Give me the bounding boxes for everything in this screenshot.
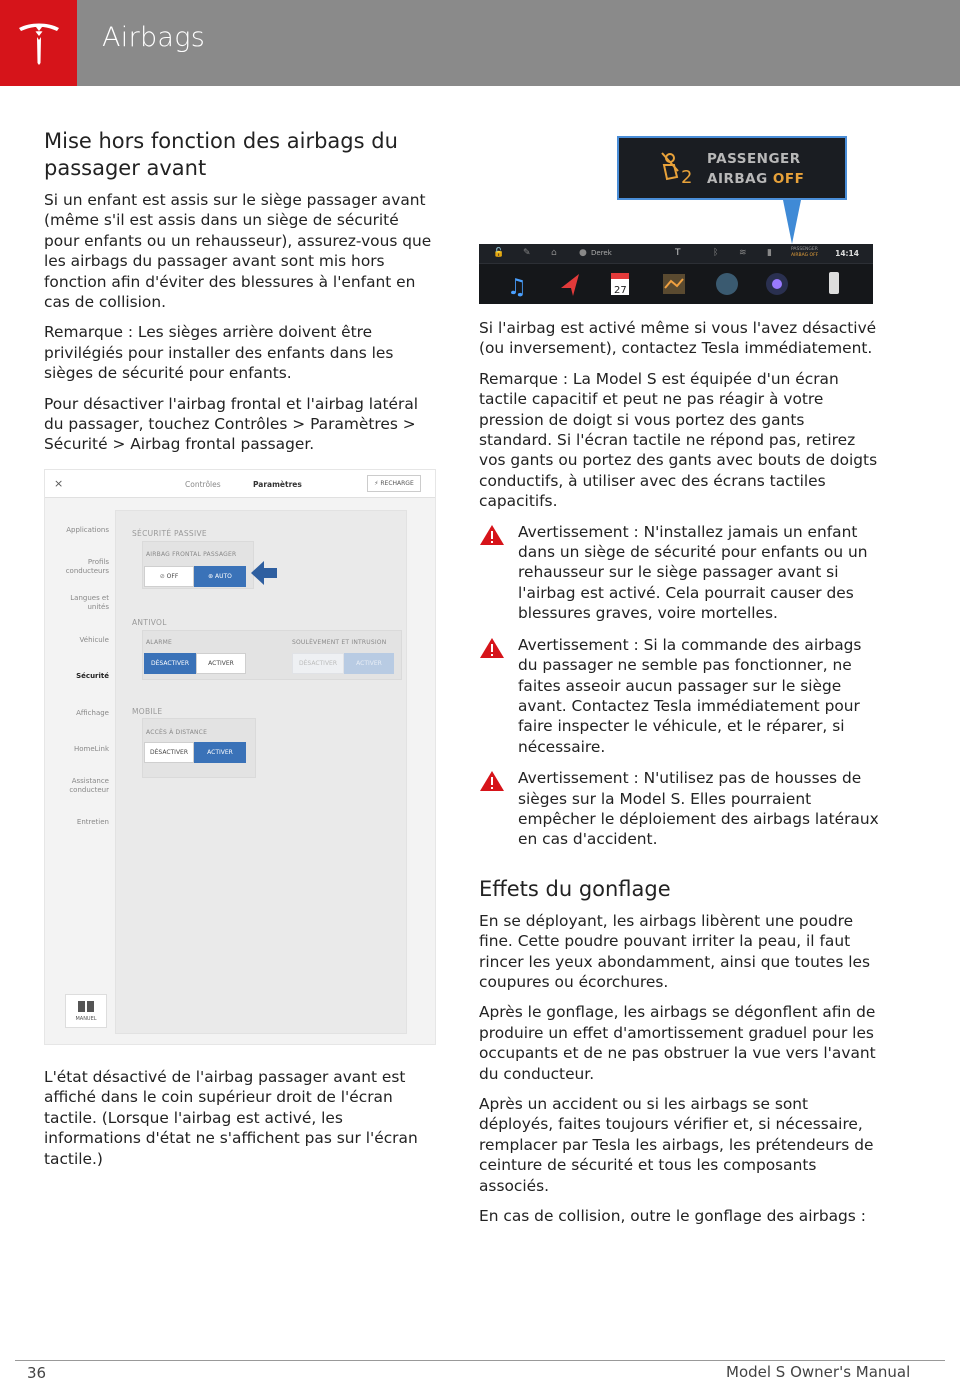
airbag-setting-label: AIRBAG FRONTAL PASSAGER bbox=[146, 550, 237, 558]
off-label: OFF bbox=[772, 171, 805, 187]
section-passive-safety: SÉCURITÉ PASSIVE bbox=[132, 528, 207, 538]
sidebar-item-profiles: Profils conducteurs bbox=[65, 557, 109, 575]
warning-2 bbox=[479, 635, 879, 757]
warning-icon bbox=[479, 524, 505, 546]
airbag-off-icon: ⊘ bbox=[159, 572, 167, 580]
logo-box bbox=[0, 0, 77, 86]
warning-3 bbox=[479, 768, 879, 850]
remote-enable-button: ACTIVER bbox=[194, 742, 246, 763]
section-heading-inflation-effects: Effets du gonflage bbox=[479, 876, 671, 901]
paragraph: En se déployant, les airbags libèrent une poudre fine. Cette poudre pouvant irriter la peau, il faut rincer les yeux abondamment, ainsi que toutes les coupures ou écorchures. bbox=[479, 911, 871, 991]
sidebar-item-languages: Langues et unités bbox=[70, 593, 109, 611]
user-name: Derek bbox=[591, 249, 612, 257]
passenger-airbag-off-callout bbox=[617, 136, 847, 200]
remote-disable-button: DÉSACTIVER bbox=[144, 742, 194, 763]
airbag-auto-button: ⊛ AUTO bbox=[194, 566, 246, 587]
recharge-button: ⚡ RECHARGE bbox=[367, 475, 421, 492]
section-mobile: MOBILE bbox=[132, 706, 163, 716]
sidebar-item-driver-assist: Assistance conducteur bbox=[69, 776, 109, 794]
alarm-enable-button: ACTIVER bbox=[196, 653, 246, 674]
sidebar-item-vehicle: Véhicule bbox=[79, 635, 109, 644]
paragraph: L'état désactivé de l'airbag passager avant est affiché dans le coin supérieur droit de l'écran tactile. (Lorsque l'airbag est activé, les informations d'état ne s'affichent pas sur l'écran tactile.) bbox=[44, 1067, 418, 1168]
svg-text:♫: ♫ bbox=[507, 275, 527, 300]
paragraph: Pour désactiver l'airbag frontal et l'airbag latéral du passager, touchez Contrôles > Paramètres > Sécurité > Airbag frontal passager. bbox=[44, 394, 419, 454]
clock: 14:14 bbox=[835, 249, 859, 258]
blue-arrow-pointer-icon bbox=[249, 559, 279, 587]
airbag-auto-icon: ⊛ bbox=[208, 572, 216, 580]
page-header bbox=[0, 0, 960, 86]
footer-manual-title: Model S Owner's Manual bbox=[726, 1363, 911, 1381]
settings-screenshot bbox=[44, 469, 436, 1045]
paragraph: En cas de collision, outre le gonflage des airbags : bbox=[479, 1207, 866, 1226]
touchscreen-bar bbox=[479, 244, 873, 304]
warning-1 bbox=[479, 522, 879, 624]
settings-sidebar bbox=[45, 498, 115, 1044]
mini-airbag-status: PASSENGER AIRBAG OFF bbox=[791, 247, 819, 258]
warning-text: Avertissement : N'utilisez pas de housses de sièges sur la Model S. Elles pourraient empêcher le déploiement des airbags latéraux en cas d'accident. bbox=[518, 769, 879, 849]
airbag-label: AIRBAG bbox=[707, 171, 768, 187]
warning-text: Avertissement : Si la commande des airbags du passager ne semble pas fonctionner, ne faites asseoir aucun passager sur le siège avant. Contactez Tesla immédiatement pour faire inspecter le véhicule, et le réparer, si nécessaire. bbox=[518, 635, 862, 756]
manual-label: MANUEL bbox=[75, 1015, 97, 1022]
airbag-off-indicator-icon bbox=[659, 149, 699, 189]
tesla-logo-icon bbox=[16, 19, 62, 67]
lights-icon: ✎ bbox=[523, 248, 531, 258]
settings-topbar bbox=[45, 470, 435, 498]
warning-icon bbox=[479, 637, 505, 659]
sidebar-item-homelink: HomeLink bbox=[73, 744, 109, 753]
svg-text:2: 2 bbox=[681, 167, 693, 188]
section-heading-disable-airbag: Mise hors fonction des airbags du passager avant bbox=[44, 129, 398, 180]
page-number: 36 bbox=[27, 1364, 47, 1382]
airbag-off-button: ⊘ OFF bbox=[144, 566, 194, 587]
right-column bbox=[479, 318, 879, 1236]
sidebar-item-display: Affichage bbox=[76, 708, 109, 717]
tilt-intrusion-label: SOULÈVEMENT ET INTRUSION bbox=[292, 638, 387, 646]
section-antitheft: ANTIVOL bbox=[132, 617, 167, 627]
tesla-icon: T bbox=[675, 248, 681, 258]
page-title: Airbags bbox=[102, 22, 206, 53]
tab-settings: Paramètres bbox=[253, 479, 302, 489]
app-dock bbox=[479, 264, 873, 304]
signal-icon: ▮ bbox=[767, 248, 772, 258]
note-paragraph: Remarque : Les sièges arrière doivent être privilégiés pour installer des enfants dans les sièges de sécurité pour enfants. bbox=[44, 323, 394, 383]
wifi-icon: ≋ bbox=[739, 248, 747, 258]
manual-button bbox=[65, 994, 107, 1028]
paragraph: Si un enfant est assis sur le siège passager avant (même s'il est assis dans un siège de sécurité pour enfants ou un rehausseur), assurez-vous que les airbags du passager avant sont mis hors fonction afin d'éviter des blessures à l'enfant en cas de collision. bbox=[44, 191, 432, 312]
remote-access-label: ACCÈS À DISTANCE bbox=[146, 728, 208, 736]
note-paragraph: Remarque : La Model S est équipée d'un écran tactile capacitif et peut ne pas réagir à votre pression de doigt si vous portez des gants standard. Si l'écran tactile ne répond pas, retirez vos gants ou portez des gants avec bouts de doigts conductifs, à utiliser avec des écrans tactiles capacitifs. bbox=[479, 369, 878, 511]
status-bar bbox=[479, 244, 873, 264]
alarm-label: ALARME bbox=[146, 638, 173, 646]
settings-inner-panel bbox=[115, 510, 407, 1034]
passenger-airbag-text bbox=[707, 149, 804, 189]
sidebar-item-applications: Applications bbox=[66, 525, 109, 534]
warning-text: Avertissement : N'installez jamais un enfant dans un siège de sécurité pour enfants ou un rehausseur sur le siège passager avant si l'airbag est activé. Cela pourrait causer des blessures graves, voire mortelles. bbox=[518, 522, 868, 623]
bluetooth-icon: ᛒ bbox=[713, 248, 719, 258]
book-icon bbox=[76, 1000, 96, 1014]
sidebar-item-security: Sécurité bbox=[76, 671, 109, 680]
calendar-day: 27 bbox=[614, 285, 627, 296]
paragraph: Après un accident ou si les airbags se sont déployés, faites toujours vérifier et, si nécessaire, remplacer par Tesla les airbags, les prétendeurs de ceinture de sécurité et tous les composants associés. bbox=[479, 1095, 874, 1195]
tilt-disable-button: DÉSACTIVER bbox=[292, 653, 344, 674]
sidebar-item-maintenance: Entretien bbox=[76, 817, 109, 826]
lock-icon: 🔓 bbox=[493, 248, 505, 258]
paragraph: Si l'airbag est activé même si vous l'avez désactivé (ou inversement), contactez Tesla immédiatement. bbox=[479, 319, 877, 358]
passenger-label: PASSENGER bbox=[707, 151, 801, 167]
user-icon: ● bbox=[579, 248, 587, 258]
paragraph: Après le gonflage, les airbags se dégonflent afin de produire un effet d'amortissement graduel pour les occupants et de ne pas obstruer la vue vers l'avant du conducteur. bbox=[479, 1003, 876, 1083]
alarm-disable-button: DÉSACTIVER bbox=[144, 653, 196, 674]
touchscreen-status-figure bbox=[479, 136, 873, 304]
tab-controls: Contrôles bbox=[185, 479, 221, 489]
close-icon: × bbox=[54, 476, 64, 490]
warning-icon bbox=[479, 770, 505, 792]
left-column bbox=[44, 128, 436, 1179]
tilt-enable-button: ACTIVER bbox=[344, 653, 394, 674]
home-icon: ⌂ bbox=[551, 248, 557, 258]
footer-divider bbox=[15, 1360, 945, 1361]
